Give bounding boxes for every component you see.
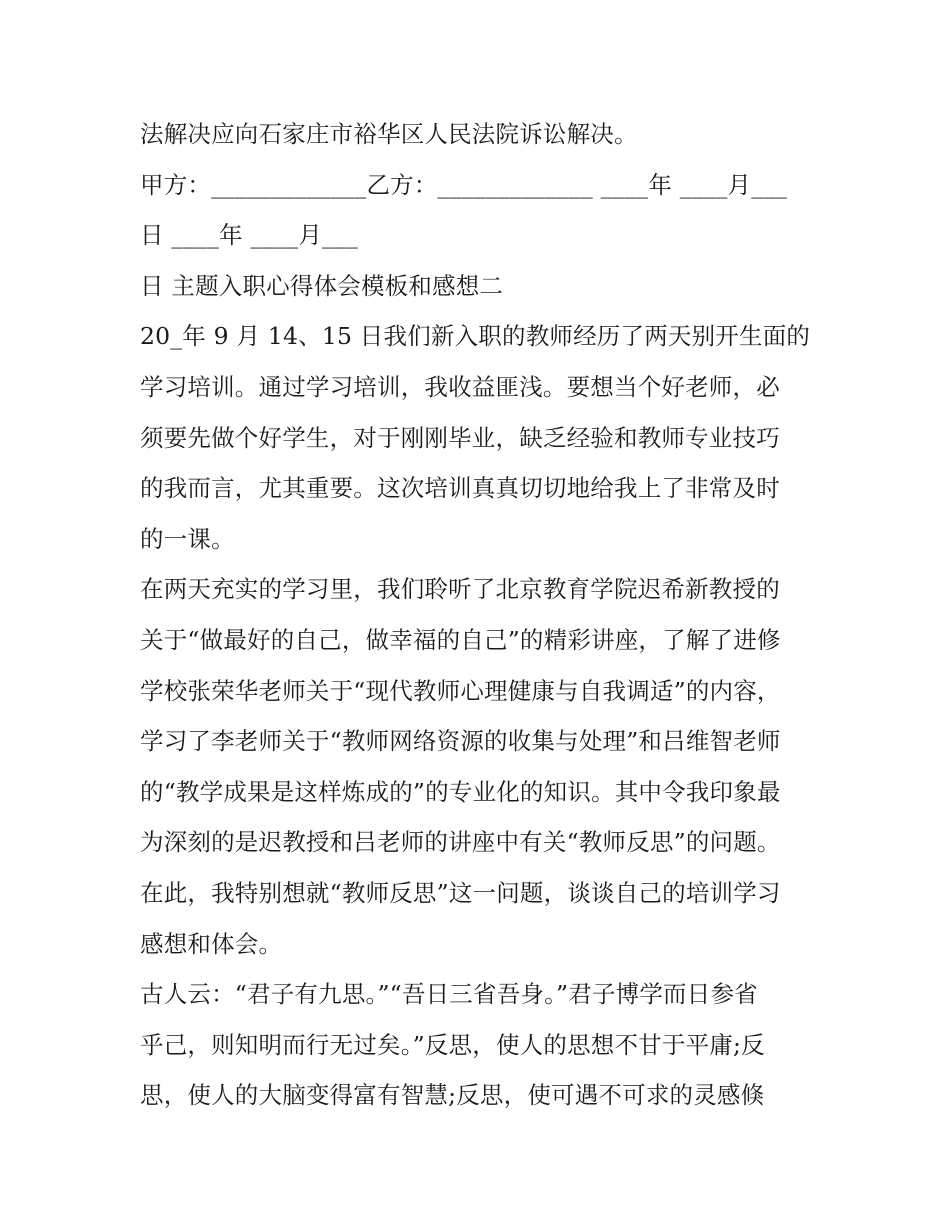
text-line-17: 感想和体会。 bbox=[140, 929, 283, 958]
text-line-18: 古人云：“君子有九思。”“吾日三省吾身。”君子博学而日参省 bbox=[140, 980, 758, 1009]
text-line-7: 须要先做个好学生，对于刚刚毕业，缺乏经验和教师专业技巧 bbox=[140, 423, 780, 452]
text-line-15: 为深刻的是迟教授和吕老师的讲座中有关“教师反思”的问题。 bbox=[140, 828, 781, 857]
text-line-14: 的“教学成果是这样炼成的”的专业化的知识。其中令我印象最 bbox=[140, 777, 781, 806]
text-line-5: 20_年 9 月 14、15 日我们新入职的教师经历了两天别开生面的 bbox=[140, 322, 811, 351]
text-line-11: 关于“做最好的自己，做幸福的自己”的精彩讲座，了解了进修 bbox=[140, 625, 781, 654]
text-line-13: 学习了李老师关于“教师网络资源的收集与处理”和吕维智老师 bbox=[140, 727, 781, 756]
text-line-9: 的一课。 bbox=[140, 524, 235, 553]
text-line-12: 学校张荣华老师关于“现代教师心理健康与自我调适”的内容， bbox=[140, 676, 781, 705]
text-line-2: 甲方：_____________乙方：_____________ ____年 ____月___ bbox=[140, 170, 788, 199]
text-line-6: 学习培训。通过学习培训，我收益匪浅。要想当个好老师，必 bbox=[140, 372, 780, 401]
text-line-8: 的我而言，尤其重要。这次培训真真切切地给我上了非常及时 bbox=[140, 474, 780, 503]
text-line-20: 思，使人的大脑变得富有智慧;反思，使可遇不可求的灵感倏 bbox=[140, 1081, 765, 1110]
text-line-3: 日 ____年 ____月___ bbox=[140, 221, 358, 250]
text-line-19: 乎己，则知明而行无过矣。”反思，使人的思想不甘于平庸;反 bbox=[140, 1030, 765, 1059]
text-line-16: 在此，我特别想就“教师反思”这一问题，谈谈自己的培训学习 bbox=[140, 878, 781, 907]
text-line-1: 法解决应向石家庄市裕华区人民法院诉讼解决。 bbox=[140, 120, 638, 148]
document-page bbox=[140, 109, 830, 1121]
text-line-10: 在两天充实的学习里，我们聆听了北京教育学院迟希新教授的 bbox=[140, 575, 780, 604]
text-line-4: 日 主题入职心得体会模板和感想二 bbox=[140, 271, 504, 300]
